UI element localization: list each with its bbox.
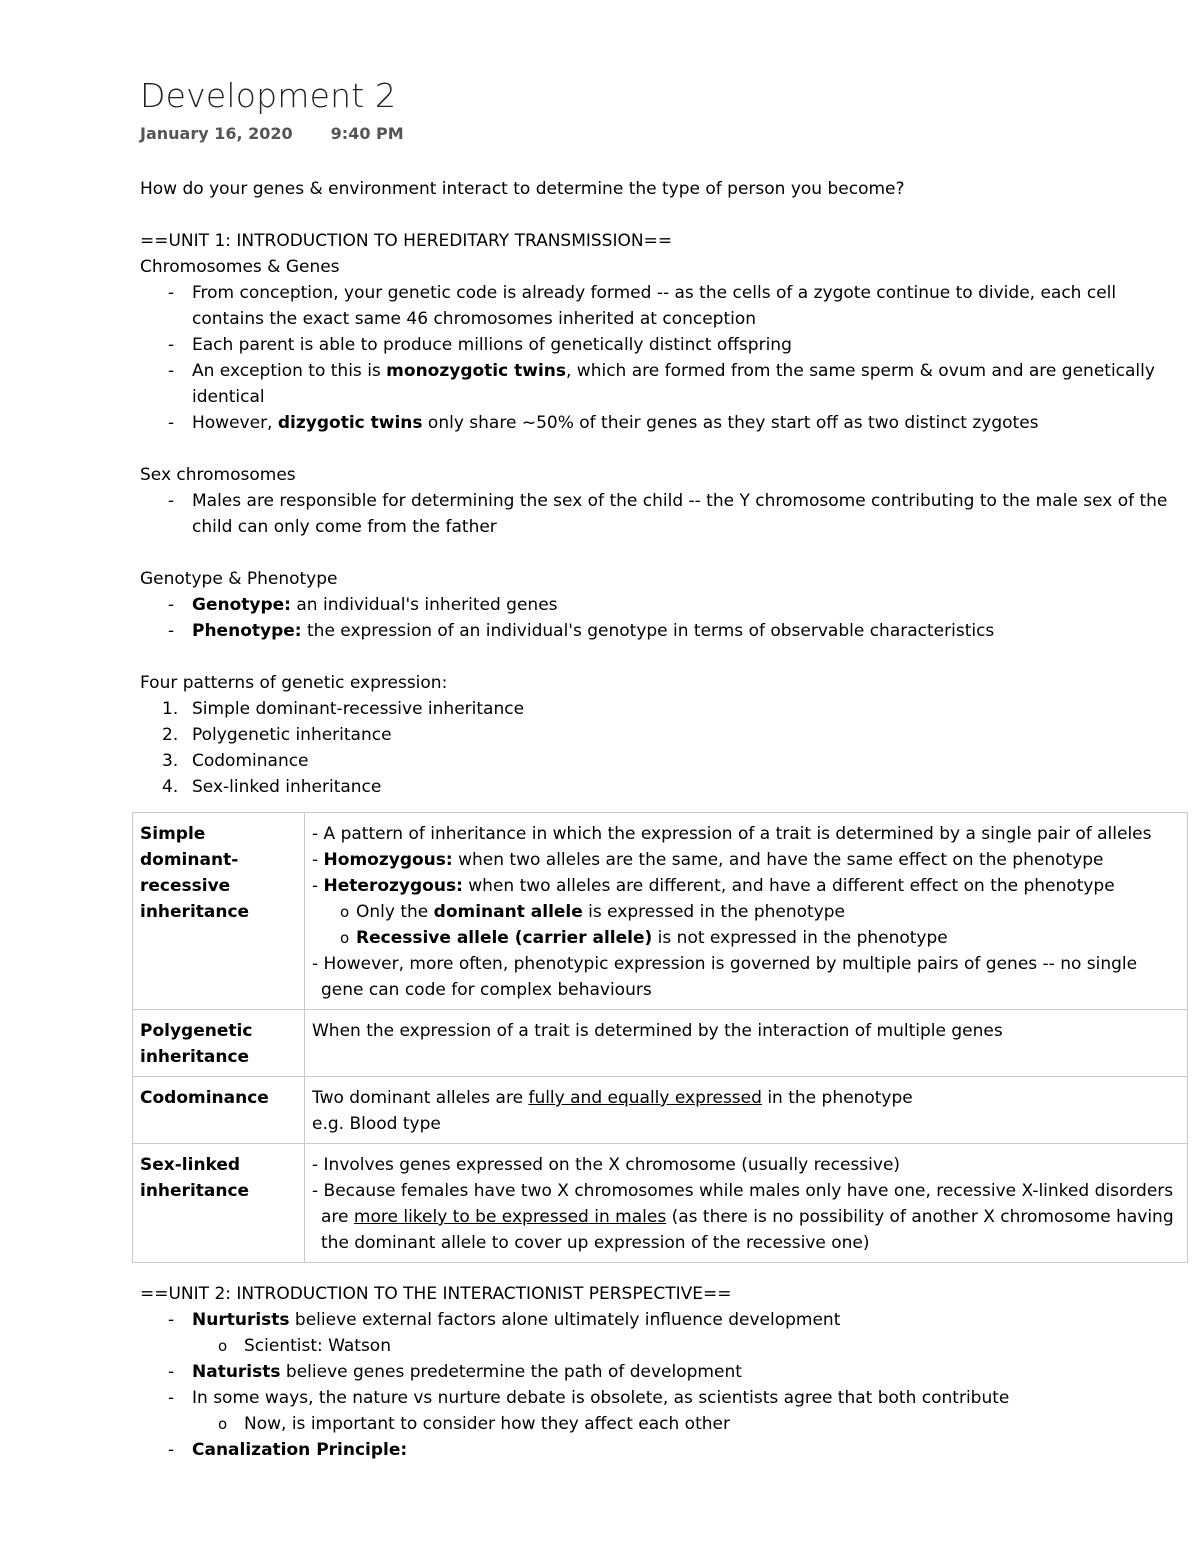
list-item: - From conception, your genetic code is already formed -- as the cells of a zygote continue to divide, each cell contains the exact same 46 chromosomes inherited at conception <box>140 280 1188 332</box>
guiding-question: How do your genes & environment interact to determine the type of person you become? <box>140 179 905 199</box>
inheritance-table <box>132 812 1188 1263</box>
list-item: - Phenotype: the expression of an individual's genotype in terms of observable characteristics <box>140 618 1188 644</box>
table-cell-value: - Involves genes expressed on the X chromosome (usually recessive) - Because females have two X chromosomes while males only have one, recessive X-linked disorders are more likely to be expressed in males (as there is no possibility of another X chromosome having the dominant allele to cover up expression of the recessive one) <box>305 1144 1188 1263</box>
table-cell-value: Two dominant alleles are fully and equally expressed in the phenotype e.g. Blood type <box>305 1077 1188 1144</box>
list-item: 2. Polygenetic inheritance <box>162 725 392 745</box>
page-title: Development 2 <box>140 76 397 115</box>
note-page <box>140 74 1188 1463</box>
table-row <box>133 1077 1188 1144</box>
table-row <box>133 1144 1188 1263</box>
list-item: - Naturists believe genes predetermine the path of development <box>140 1359 1188 1385</box>
list-item: - In some ways, the nature vs nurture debate is obsolete, as scientists agree that both contribute <box>140 1385 1188 1411</box>
genotype-list <box>140 592 1188 644</box>
list-item: - However, dizygotic twins only share ~50% of their genes as they start off as two distinct zygotes <box>140 410 1188 436</box>
list-item: o Now, is important to consider how they affect each other <box>140 1411 1188 1437</box>
table-cell-value: - A pattern of inheritance in which the expression of a trait is determined by a single pair of alleles - Homozygous: when two alleles are the same, and have the same effect on the phenotype - Heterozygous: when two alleles are different, and have a different effect on the phenotype o Only the dominant allele is expressed in the phenotype o Recessive allele (carrier allele) is not expressed in the phenotype - However, more often, phenotypic expression is governed by multiple pairs of genes -- no single gene can code for complex behaviours <box>305 813 1188 1010</box>
table-cell-key: Simple dominant-recessive inheritance <box>133 813 305 1010</box>
list-item: - Genotype: an individual's inherited genes <box>140 592 1188 618</box>
list-item: 4. Sex-linked inheritance <box>162 777 382 797</box>
unit2-sublist-2 <box>140 1411 1188 1437</box>
unit2-heading: ==UNIT 2: INTRODUCTION TO THE INTERACTIONIST PERSPECTIVE== <box>140 1284 732 1304</box>
list-item: - Each parent is able to produce millions of genetically distinct offspring <box>140 332 1188 358</box>
sex-chromosomes-heading: Sex chromosomes <box>140 465 296 485</box>
patterns-heading: Four patterns of genetic expression: <box>140 673 448 693</box>
note-meta <box>140 124 1188 150</box>
table-cell-value: When the expression of a trait is determined by the interaction of multiple genes <box>305 1010 1188 1077</box>
table-row <box>133 813 1188 1010</box>
unit2-list-end <box>140 1437 1188 1463</box>
unit1-heading: ==UNIT 1: INTRODUCTION TO HEREDITARY TRANSMISSION== <box>140 231 673 251</box>
list-item: - Males are responsible for determining the sex of the child -- the Y chromosome contributing to the male sex of the child can only come from the father <box>140 488 1188 540</box>
unit2-list <box>140 1307 1188 1333</box>
unit2-list-cont <box>140 1359 1188 1411</box>
list-item: o Scientist: Watson <box>140 1333 1188 1359</box>
list-item: - Nurturists believe external factors alone ultimately influence development <box>140 1307 1188 1333</box>
chromosomes-heading: Chromosomes & Genes <box>140 257 340 277</box>
sex-chromosomes-list <box>140 488 1188 540</box>
list-item: - Canalization Principle: <box>140 1437 1188 1463</box>
chromosomes-list <box>140 280 1188 436</box>
list-item: 3. Codominance <box>162 751 309 771</box>
table-row <box>133 1010 1188 1077</box>
unit2-sublist <box>140 1333 1188 1359</box>
list-item: 1. Simple dominant-recessive inheritance <box>162 699 525 719</box>
table-cell-key: Codominance <box>133 1077 305 1144</box>
table-cell-key: Polygenetic inheritance <box>133 1010 305 1077</box>
note-time: 9:40 PM <box>330 124 404 143</box>
patterns-list <box>140 696 1188 800</box>
genotype-heading: Genotype & Phenotype <box>140 569 338 589</box>
list-item: - An exception to this is monozygotic twins, which are formed from the same sperm & ovum and are genetically identical <box>140 358 1188 410</box>
note-date: January 16, 2020 <box>140 124 293 143</box>
table-cell-key: Sex-linked inheritance <box>133 1144 305 1263</box>
